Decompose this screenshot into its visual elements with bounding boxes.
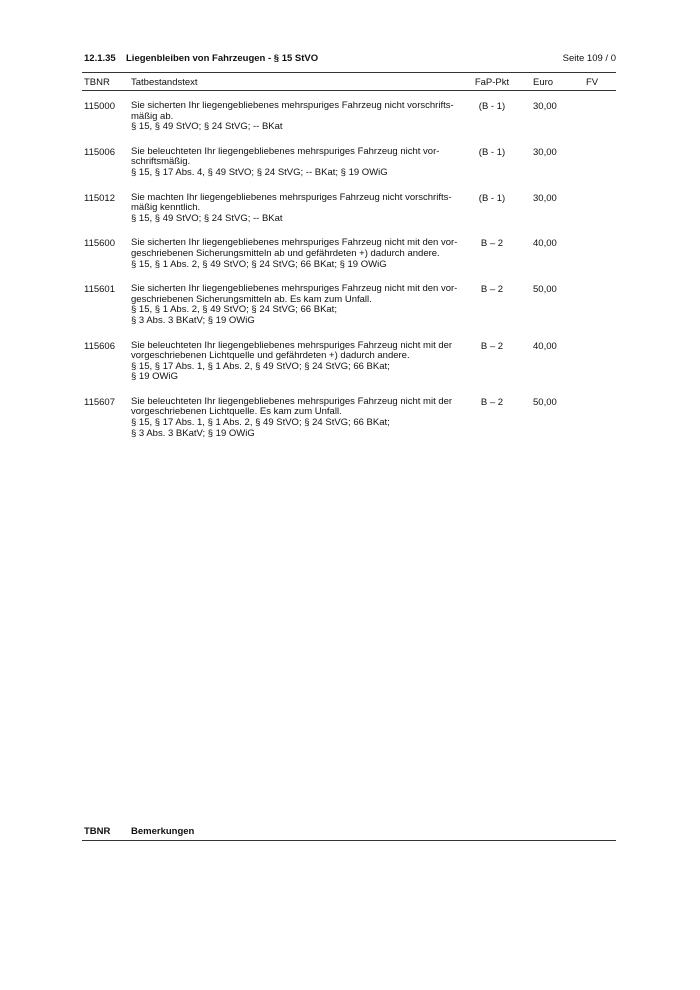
row-text [131, 101, 466, 133]
table-column-headers [0, 77, 700, 89]
row-text [131, 238, 466, 270]
column-header-text: Tatbestandstext [131, 77, 198, 88]
table-row [0, 147, 700, 179]
row-text [131, 341, 466, 383]
row-euro: 30,00 [533, 101, 557, 112]
column-header-points: FaP-Pkt [474, 77, 510, 88]
row-tbnr: 115606 [84, 340, 115, 352]
column-header-fv: FV [586, 77, 599, 88]
table-row [0, 284, 700, 326]
header-rule-top [82, 72, 616, 73]
row-description: Sie beleuchteten Ihr liegengebliebenes mehrspuriges Fahrzeug nicht mit der vorgeschriebenen Lichtquelle. Es kam zum Unfall. [131, 395, 453, 418]
remarks-label: Bemerkungen [131, 826, 195, 837]
row-legal-basis: § 15, § 49 StVO; § 24 StVG; -- BKat [131, 121, 283, 133]
row-text [131, 147, 466, 179]
row-description: Sie sicherten Ihr liegengebliebenes mehrspuriges Fahrzeug nicht mit den vor- geschriebenen Sicherungsmitteln ab. Es kam zum Unfall. [131, 283, 458, 305]
row-legal-basis: § 15, § 17 Abs. 1, § 1 Abs. 2, § 49 StVO; § 24 StVG; 66 BKat; § 3 Abs. 3 BKatV; § 19 OWiG [131, 417, 390, 439]
row-euro: 40,00 [533, 340, 557, 352]
row-description: Sie sicherten Ihr liegengebliebenes mehrspuriges Fahrzeug nicht vorschrifts- mäßig ab. [131, 100, 454, 122]
table-row [0, 341, 700, 383]
table-row [0, 397, 700, 439]
row-euro: 40,00 [533, 238, 557, 250]
section-title: Liegenbleiben von Fahrzeugen - § 15 StVO [126, 53, 319, 64]
header-rule-bottom [82, 90, 616, 91]
row-euro: 30,00 [533, 192, 557, 204]
row-points: (B - 1) [478, 192, 506, 204]
row-description: Sie machten Ihr liegengebliebenes mehrspuriges Fahrzeug nicht vorschrifts- mäßig kenntlich. [131, 191, 452, 214]
row-description: Sie beleuchteten Ihr liegengebliebenes mehrspuriges Fahrzeug nicht vor- schriftsmäßig. [131, 145, 440, 168]
row-tbnr: 115600 [84, 238, 115, 250]
table-row [0, 238, 700, 270]
column-header-euro: Euro [533, 77, 554, 88]
row-points: B – 2 [480, 238, 504, 250]
page-header [84, 53, 616, 67]
row-legal-basis: § 15, § 1 Abs. 2, § 49 StVO; § 24 StVG; 66 BKat; § 3 Abs. 3 BKatV; § 19 OWiG [131, 304, 337, 326]
row-text [131, 193, 466, 225]
row-text [131, 284, 466, 326]
row-description: Sie beleuchteten Ihr liegengebliebenes mehrspuriges Fahrzeug nicht mit der vorgeschriebenen Lichtquelle und gefährdeten +) dadurch andere. [131, 339, 453, 362]
row-euro: 30,00 [533, 146, 557, 158]
row-tbnr: 115012 [84, 192, 115, 204]
row-legal-basis: § 15, § 17 Abs. 4, § 49 StVO; § 24 StVG; -- BKat; § 19 OWiG [131, 166, 388, 178]
row-tbnr: 115006 [84, 146, 115, 158]
row-euro: 50,00 [533, 284, 557, 296]
table-row [0, 193, 700, 225]
row-points: B – 2 [480, 340, 504, 352]
section-number: 12.1.35 [84, 53, 116, 64]
row-points: (B - 1) [478, 101, 506, 112]
table-row [0, 101, 700, 133]
remarks-heading [84, 826, 195, 837]
row-legal-basis: § 15, § 1 Abs. 2, § 49 StVO; § 24 StVG; 66 BKat; § 19 OWiG [131, 258, 387, 270]
row-legal-basis: § 15, § 49 StVO; § 24 StVG; -- BKat [131, 212, 283, 224]
page-number: Seite 109 / 0 [562, 53, 616, 64]
row-points: B – 2 [480, 396, 504, 408]
row-tbnr: 115601 [84, 284, 115, 296]
row-text [131, 397, 466, 439]
row-points: (B - 1) [478, 146, 506, 158]
remarks-rule [82, 840, 616, 841]
row-tbnr: 115607 [84, 396, 115, 408]
row-description: Sie sicherten Ihr liegengebliebenes mehrspuriges Fahrzeug nicht mit den vor- geschriebenen Sicherungsmitteln ab und gefährdeten +) dadurch andere. [131, 237, 458, 259]
row-points: B – 2 [480, 284, 504, 296]
row-legal-basis: § 15, § 17 Abs. 1, § 1 Abs. 2, § 49 StVO; § 24 StVG; 66 BKat; § 19 OWiG [131, 360, 390, 383]
remarks-tbnr-label: TBNR [84, 826, 111, 837]
row-tbnr: 115000 [84, 101, 115, 112]
section-heading [84, 53, 318, 64]
column-header-tbnr: TBNR [84, 77, 110, 88]
row-euro: 50,00 [533, 396, 557, 408]
offense-table [0, 101, 700, 453]
